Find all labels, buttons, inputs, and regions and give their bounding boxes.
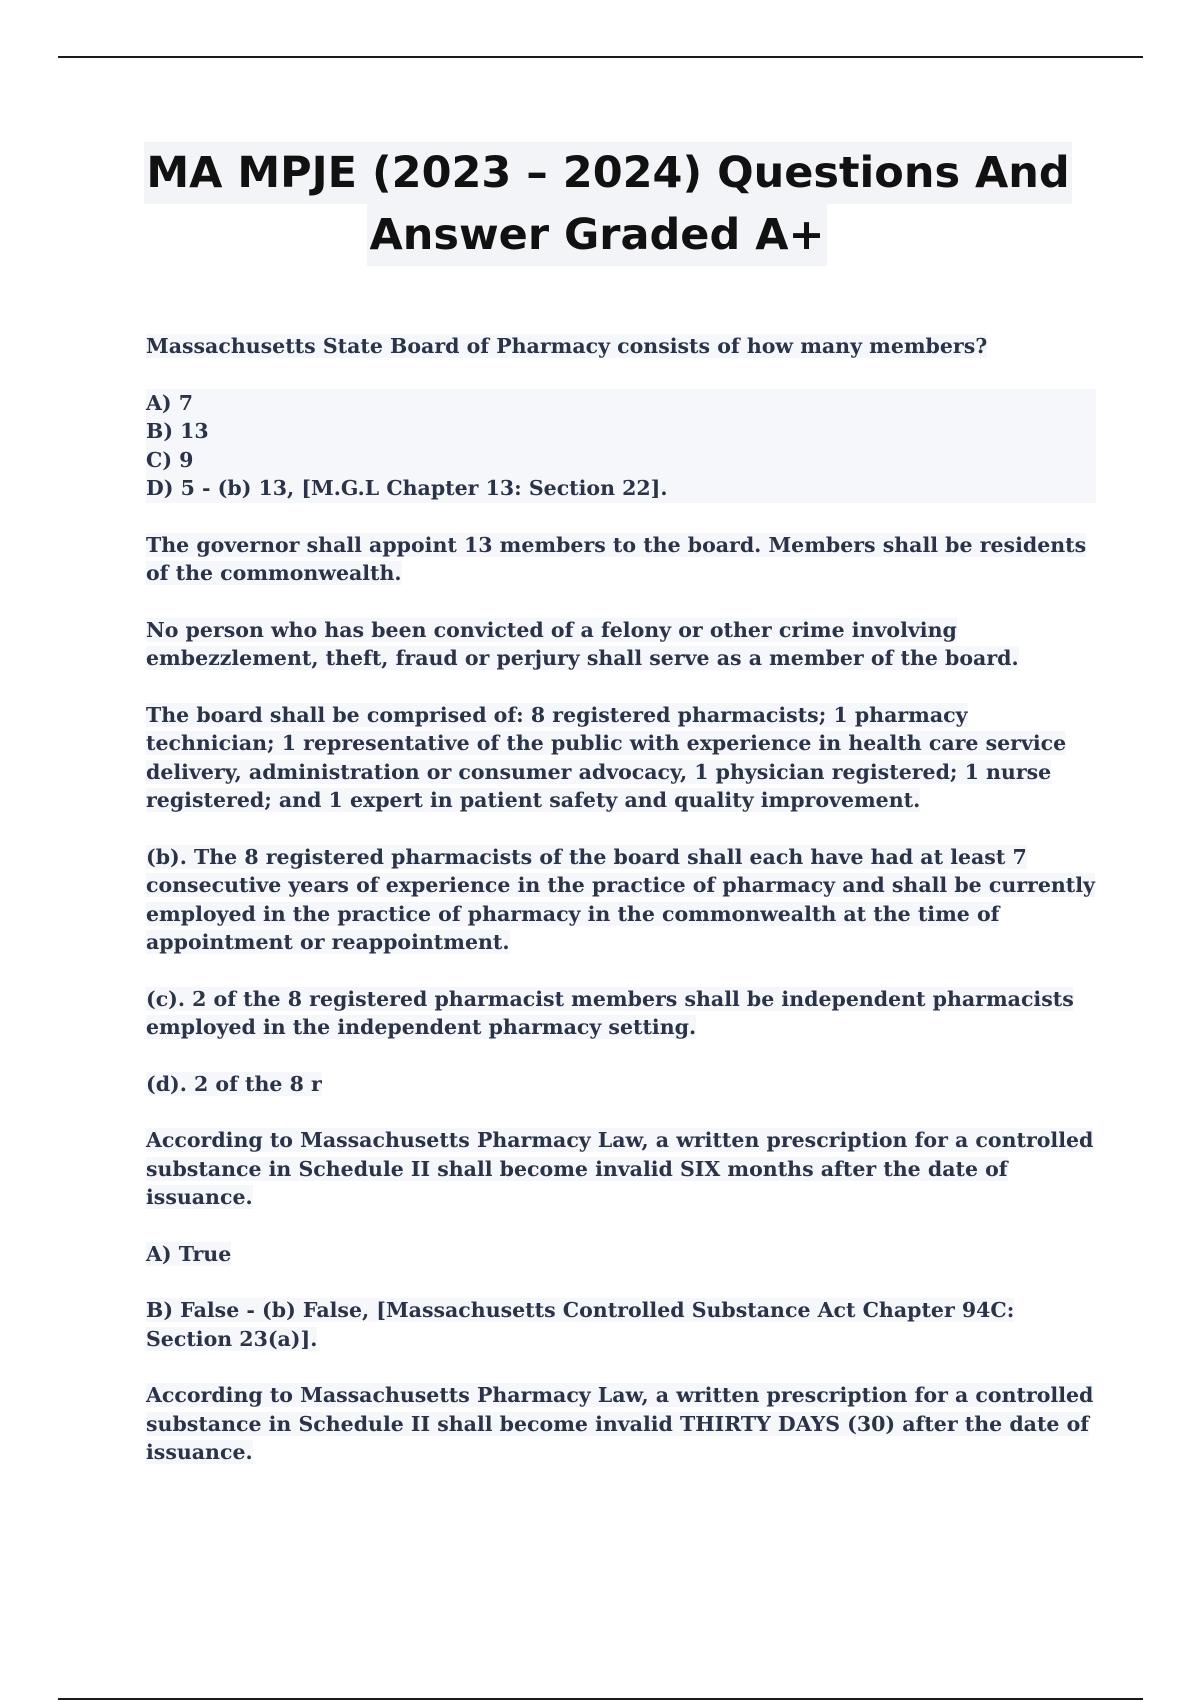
paragraph-b: (b). The 8 registered pharmacists of the board shall each have had at least 7 consecutive years of experience in the practice of pharmacy and shall be currently employed in the practice of pharmacy in the commonwealth at the time of appointment or reappointment. [146, 844, 1095, 954]
document-body [146, 332, 1096, 1495]
question-2-option-b-answer: B) False - (b) False, [Massachusetts Controlled Substance Act Chapter 94C: Section 23(a)]. [146, 1298, 1015, 1351]
question-3: According to Massachusetts Pharmacy Law, a written prescription for a controlled substance in Schedule II shall become invalid THIRTY DAYS (30) after the date of issuance. [146, 1383, 1094, 1464]
question-1: Massachusetts State Board of Pharmacy consists of how many members? [146, 334, 988, 358]
document-title [0, 142, 1200, 266]
header-rule [58, 56, 1143, 58]
title-line-2: Answer Graded A+ [367, 204, 826, 266]
paragraph-governor: The governor shall appoint 13 members to the board. Members shall be residents of the commonwealth. [146, 532, 1087, 585]
option-c: C) 9 [146, 446, 1096, 475]
option-a: A) 7 [146, 389, 1096, 418]
question-2: According to Massachusetts Pharmacy Law, a written prescription for a controlled substance in Schedule II shall become invalid SIX months after the date of issuance. [146, 1128, 1094, 1209]
paragraph-c: (c). 2 of the 8 registered pharmacist members shall be independent pharmacists employed in the independent pharmacy setting. [146, 986, 1074, 1039]
title-line-1: MA MPJE (2023 – 2024) Questions And [144, 142, 1071, 204]
paragraph-felony: No person who has been convicted of a felony or other crime involving embezzlement, theft, fraud or perjury shall serve as a member of the board. [146, 617, 1019, 670]
paragraph-composition: The board shall be comprised of: 8 registered pharmacists; 1 pharmacy technician; 1 representative of the public with experience in health care service delivery, administration or consumer advocacy, 1 physician registered; 1 nurse registered; and 1 expert in patient safety and quality improvement. [146, 702, 1067, 812]
paragraph-d: (d). 2 of the 8 r [146, 1071, 322, 1096]
question-2-option-a: A) True [146, 1241, 232, 1266]
option-d-answer: D) 5 - (b) 13, [M.G.L Chapter 13: Section 22]. [146, 474, 1096, 503]
question-1-options [146, 389, 1096, 503]
option-b: B) 13 [146, 417, 1096, 446]
